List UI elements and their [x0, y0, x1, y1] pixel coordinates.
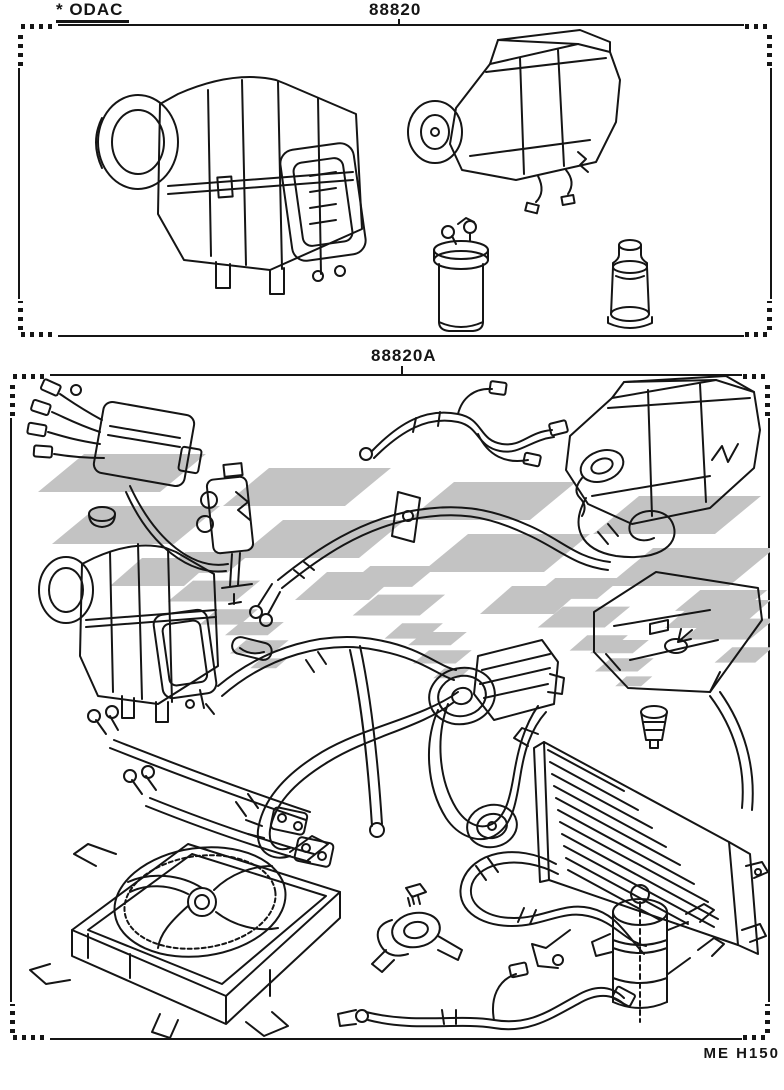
- engine-sub-harness-icon: [360, 381, 568, 467]
- footer-code: ME H150: [703, 1045, 780, 1062]
- watermark-logo: [38, 454, 770, 686]
- figure-88820A-drawing: [10, 374, 770, 1040]
- figure-label-88820: 88820: [369, 0, 422, 19]
- figure-88820-drawing: [18, 24, 772, 337]
- refrigerant-can-icon: [608, 240, 652, 328]
- figure-box-88820: [18, 24, 772, 337]
- idler-bracket-icon: [372, 884, 462, 972]
- figure-box-88820A: [10, 374, 770, 1040]
- label-tick: [401, 366, 403, 374]
- suction-hose-icon: [218, 637, 458, 858]
- drive-belt-icon: [429, 704, 546, 852]
- condenser-fan-icon: [30, 836, 340, 1038]
- liquid-pipe-icon: [88, 706, 334, 867]
- header-code: * ODAC: [56, 0, 129, 23]
- figure-label-88820A: 88820A: [371, 346, 437, 365]
- receiver-drier-can-icon: [434, 218, 488, 331]
- heater-unit-icon: [408, 30, 620, 213]
- grommet-plug-icon: [641, 706, 667, 748]
- receiver-drier-icon: [592, 885, 724, 1022]
- cooling-unit-icon: [96, 77, 367, 294]
- right-hose-icon: [710, 692, 753, 810]
